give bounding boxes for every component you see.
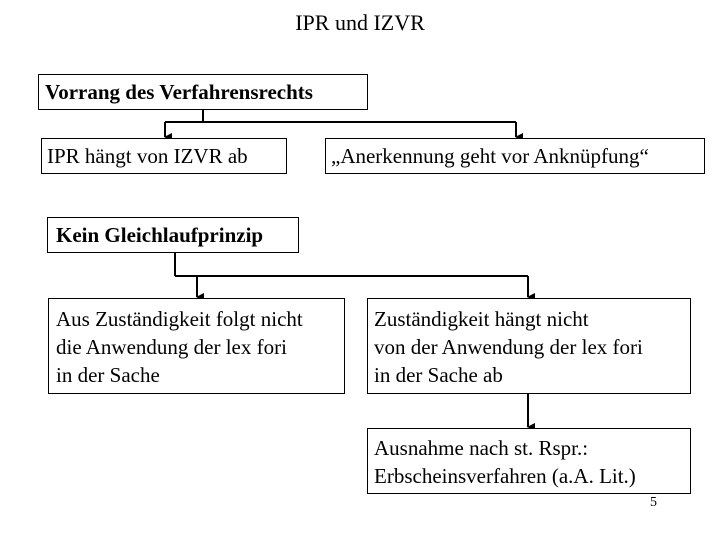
box-line: Aus Zuständigkeit folgt nicht bbox=[56, 307, 303, 331]
box-line: Ausnahme nach st. Rspr.: bbox=[374, 436, 589, 460]
box-zustaendigkeit-haengt-nicht bbox=[367, 298, 691, 394]
box-line: Erbscheinsverfahren (a.A. Lit.) bbox=[374, 464, 636, 488]
page-number: 5 bbox=[650, 495, 657, 510]
box-line: in der Sache ab bbox=[374, 363, 503, 387]
box-zustaendigkeit-folgt-nicht bbox=[48, 298, 345, 394]
box-line: die Anwendung der lex fori bbox=[56, 335, 287, 359]
box-anerkennung-vor-anknuepfung: „Anerkennung geht vor Anknüpfung“ bbox=[325, 138, 705, 174]
box-line: Zuständigkeit hängt nicht bbox=[374, 307, 589, 331]
box-ipr-haengt-von-izvr: IPR hängt von IZVR ab bbox=[41, 138, 287, 174]
box-kein-gleichlaufprinzip: Kein Gleichlaufprinzip bbox=[47, 217, 299, 253]
box-line: in der Sache bbox=[56, 363, 160, 387]
box-ausnahme-erbschein bbox=[367, 428, 691, 494]
box-line: von der Anwendung der lex fori bbox=[374, 335, 643, 359]
slide-title: IPR und IZVR bbox=[295, 10, 425, 35]
box-vorrang-verfahrensrecht: Vorrang des Verfahrensrechts bbox=[38, 74, 368, 110]
